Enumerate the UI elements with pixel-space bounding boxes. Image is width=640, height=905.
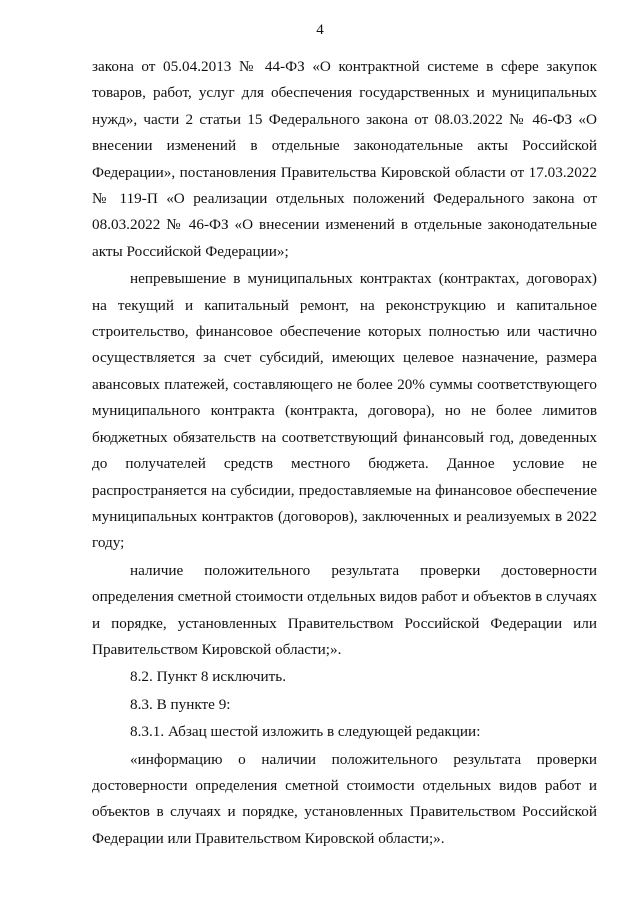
paragraph-continuation: закона от 05.04.2013 № 44-ФЗ «О контрактной системе в сфере закупок товаров, работ, услуг для обеспечения государственных и муниципальных нужд», части 2 статьи 15 Федерального закона от 08.03.2022 № 46-ФЗ «О внесении изменений в отдельные законодательные акты Российской Федерации», постановления Правительства Кировской области от 17.03.2022 № 119-П «О реализации отдельных положений Федерального закона от 08.03.2022 № 46-ФЗ «О внесении изменений в отдельные законодательные акты Российской Федерации»; [92,58,597,260]
document-body [92,54,597,853]
page-number: 4 [316,22,324,38]
paragraph-item-8-3-1: 8.3.1. Абзац шестой изложить в следующей редакции: [130,723,481,741]
paragraph-quoted-text: «информацию о наличии положительного результата проверки достоверности определения сметной стоимости отдельных видов работ и объектов в случаях и порядке, установленных Правительством Российской Федерации или Правительством Кировской области;». [92,750,597,847]
paragraph-estimate-verification: наличие положительного результата проверки достоверности определения сметной стоимости отдельных видов работ и объектов в случаях и порядке, установленных Правительством Российской Федерации или Правительством Кировской области;». [92,561,597,658]
paragraph-item-8-2: 8.2. Пункт 8 исключить. [130,668,286,686]
paragraph-advance-payment-limit: непревышение в муниципальных контрактах (контрактах, договорах) на текущий и капитальный ремонт, на реконструкцию и капитальное строительство, финансовое обеспечение которых полностью или частично осуществляется за счет субсидий, имеющих целевое назначение, размера авансовых платежей, составляющего не более 20% суммы соответствующего муниципального контракта (контракта, договора), но не более лимитов бюджетных обязательств на соответствующий финансовый год, доведенных до получателей средств местного бюджета. Данное условие не распространяется на субсидии, предоставляемые на финансовое обеспечение муниципальных контрактов (договоров), заключенных и реализуемых в 2022 году; [92,270,597,552]
paragraph-item-8-3: 8.3. В пункте 9: [130,695,231,713]
